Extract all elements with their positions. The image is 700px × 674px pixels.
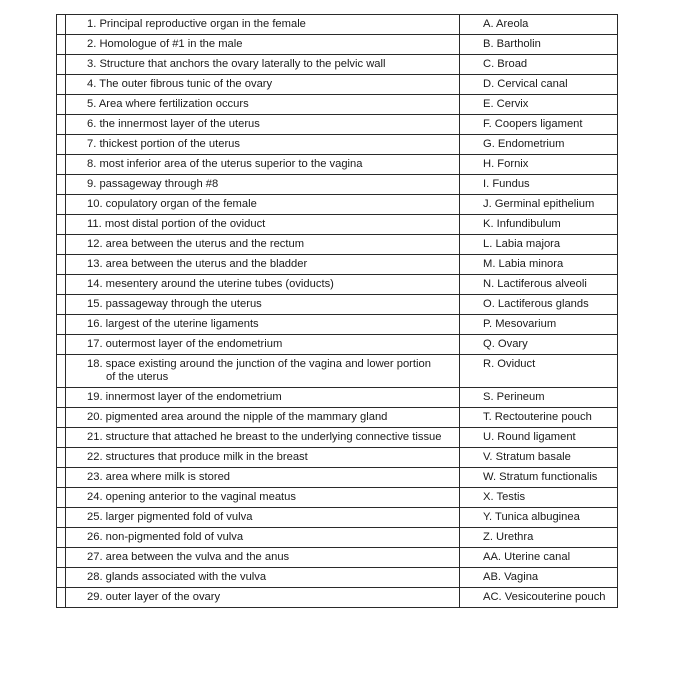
question-text: 13. area between the uterus and the bladder xyxy=(87,258,308,270)
question-text: 16. largest of the uterine ligaments xyxy=(87,318,259,330)
table-row xyxy=(57,175,618,195)
row-gutter xyxy=(57,275,66,295)
answer-text: R. Oviduct xyxy=(483,358,536,370)
table-row xyxy=(57,588,618,608)
question-cell xyxy=(66,388,460,408)
question-text: 6. the innermost layer of the uterus xyxy=(87,118,260,130)
question-text: 27. area between the vulva and the anus xyxy=(87,551,290,563)
question-cell xyxy=(66,155,460,175)
question-cell xyxy=(66,255,460,275)
answer-cell xyxy=(460,75,618,95)
table-row xyxy=(57,528,618,548)
question-cell xyxy=(66,235,460,255)
row-gutter xyxy=(57,335,66,355)
answer-text: AA. Uterine canal xyxy=(483,551,571,563)
question-text: 12. area between the uterus and the rectum xyxy=(87,238,305,250)
answer-cell xyxy=(460,115,618,135)
question-cell xyxy=(66,275,460,295)
answer-cell xyxy=(460,448,618,468)
question-cell xyxy=(66,195,460,215)
row-gutter xyxy=(57,75,66,95)
question-cell xyxy=(66,548,460,568)
table-row xyxy=(57,95,618,115)
question-text: 10. copulatory organ of the female xyxy=(87,198,257,210)
row-gutter xyxy=(57,235,66,255)
question-cell xyxy=(66,295,460,315)
answer-cell xyxy=(460,388,618,408)
table-row xyxy=(57,295,618,315)
answer-cell xyxy=(460,15,618,35)
table-row xyxy=(57,215,618,235)
table-row xyxy=(57,568,618,588)
table-row xyxy=(57,355,618,388)
question-text: 15. passageway through the uterus xyxy=(87,298,262,310)
answer-cell xyxy=(460,255,618,275)
answer-cell xyxy=(460,315,618,335)
table-row xyxy=(57,35,618,55)
question-text: 18. space existing around the junction of the vagina and lower portion xyxy=(87,358,431,370)
table-row xyxy=(57,408,618,428)
answer-text: Z. Urethra xyxy=(483,531,534,543)
table-row xyxy=(57,155,618,175)
answer-cell xyxy=(460,195,618,215)
answer-text: N. Lactiferous alveoli xyxy=(483,278,587,290)
table-row xyxy=(57,315,618,335)
answer-text: U. Round ligament xyxy=(483,431,576,443)
question-text: 17. outermost layer of the endometrium xyxy=(87,338,283,350)
answer-text: F. Coopers ligament xyxy=(483,118,583,130)
question-text: 25. larger pigmented fold of vulva xyxy=(87,511,253,523)
table-row xyxy=(57,275,618,295)
row-gutter xyxy=(57,175,66,195)
row-gutter xyxy=(57,195,66,215)
table-row xyxy=(57,195,618,215)
answer-text: G. Endometrium xyxy=(483,138,565,150)
question-text: 20. pigmented area around the nipple of the mammary gland xyxy=(87,411,388,423)
question-text: 29. outer layer of the ovary xyxy=(87,591,221,603)
question-cell xyxy=(66,408,460,428)
answer-cell xyxy=(460,295,618,315)
table-row xyxy=(57,448,618,468)
row-gutter xyxy=(57,408,66,428)
answer-cell xyxy=(460,155,618,175)
row-gutter xyxy=(57,448,66,468)
answer-text: D. Cervical canal xyxy=(483,78,568,90)
answer-cell xyxy=(460,95,618,115)
answer-text: V. Stratum basale xyxy=(483,451,571,463)
answer-text: I. Fundus xyxy=(483,178,530,190)
question-cell xyxy=(66,335,460,355)
answer-cell xyxy=(460,215,618,235)
answer-text: A. Areola xyxy=(483,18,529,30)
question-text: 21. structure that attached he breast to the underlying connective tissue xyxy=(87,431,442,443)
table-row xyxy=(57,508,618,528)
row-gutter xyxy=(57,295,66,315)
answer-cell xyxy=(460,428,618,448)
matching-worksheet xyxy=(56,14,617,608)
row-gutter xyxy=(57,428,66,448)
question-cell xyxy=(66,55,460,75)
answer-text: L. Labia majora xyxy=(483,238,561,250)
answer-cell xyxy=(460,235,618,255)
answer-cell xyxy=(460,568,618,588)
row-gutter xyxy=(57,468,66,488)
matching-table xyxy=(56,14,618,608)
answer-cell xyxy=(460,528,618,548)
answer-text: Q. Ovary xyxy=(483,338,528,350)
question-cell xyxy=(66,568,460,588)
row-gutter xyxy=(57,35,66,55)
question-cell xyxy=(66,588,460,608)
row-gutter xyxy=(57,55,66,75)
question-text: 4. The outer fibrous tunic of the ovary xyxy=(87,78,273,90)
answer-text: Y. Tunica albuginea xyxy=(483,511,580,523)
table-row xyxy=(57,55,618,75)
table-row xyxy=(57,488,618,508)
row-gutter xyxy=(57,155,66,175)
row-gutter xyxy=(57,15,66,35)
row-gutter xyxy=(57,488,66,508)
answer-text: AB. Vagina xyxy=(483,571,539,583)
answer-cell xyxy=(460,135,618,155)
table-row xyxy=(57,428,618,448)
answer-text: S. Perineum xyxy=(483,391,545,403)
row-gutter xyxy=(57,355,66,388)
answer-text: K. Infundibulum xyxy=(483,218,561,230)
answer-cell xyxy=(460,468,618,488)
row-gutter xyxy=(57,508,66,528)
row-gutter xyxy=(57,528,66,548)
question-cell xyxy=(66,135,460,155)
answer-cell xyxy=(460,588,618,608)
table-row xyxy=(57,548,618,568)
question-text: 11. most distal portion of the oviduct xyxy=(87,218,266,230)
row-gutter xyxy=(57,255,66,275)
answer-text: J. Germinal epithelium xyxy=(483,198,595,210)
answer-text: H. Fornix xyxy=(483,158,529,170)
question-cell xyxy=(66,488,460,508)
question-text: 5. Area where fertilization occurs xyxy=(87,98,249,110)
row-gutter xyxy=(57,568,66,588)
question-text: 7. thickest portion of the uterus xyxy=(87,138,240,150)
matching-table-body xyxy=(57,15,618,608)
question-text: 9. passageway through #8 xyxy=(87,178,219,190)
row-gutter xyxy=(57,315,66,335)
question-cell xyxy=(66,448,460,468)
answer-text: E. Cervix xyxy=(483,98,529,110)
question-cell xyxy=(66,508,460,528)
row-gutter xyxy=(57,115,66,135)
question-text: 24. opening anterior to the vaginal meatus xyxy=(87,491,296,503)
question-cell xyxy=(66,35,460,55)
answer-cell xyxy=(460,488,618,508)
question-text: 28. glands associated with the vulva xyxy=(87,571,267,583)
table-row xyxy=(57,135,618,155)
question-cell xyxy=(66,468,460,488)
table-row xyxy=(57,388,618,408)
answer-text: B. Bartholin xyxy=(483,38,541,50)
row-gutter xyxy=(57,388,66,408)
question-text: 1. Principal reproductive organ in the female xyxy=(87,18,306,30)
answer-cell xyxy=(460,35,618,55)
table-row xyxy=(57,15,618,35)
table-row xyxy=(57,468,618,488)
answer-text: W. Stratum functionalis xyxy=(483,471,598,483)
answer-cell xyxy=(460,408,618,428)
row-gutter xyxy=(57,548,66,568)
question-cell xyxy=(66,75,460,95)
answer-text: X. Testis xyxy=(483,491,526,503)
row-gutter xyxy=(57,95,66,115)
table-row xyxy=(57,335,618,355)
table-row xyxy=(57,75,618,95)
answer-text: O. Lactiferous glands xyxy=(483,298,589,310)
row-gutter xyxy=(57,588,66,608)
row-gutter xyxy=(57,135,66,155)
answer-text: M. Labia minora xyxy=(483,258,564,270)
question-cell xyxy=(66,115,460,135)
answer-cell xyxy=(460,355,618,388)
question-cell xyxy=(66,175,460,195)
question-text: 23. area where milk is stored xyxy=(87,471,231,483)
table-row xyxy=(57,255,618,275)
table-row xyxy=(57,235,618,255)
question-text: 3. Structure that anchors the ovary laterally to the pelvic wall xyxy=(87,58,386,70)
table-row xyxy=(57,115,618,135)
answer-cell xyxy=(460,508,618,528)
question-text: 2. Homologue of #1 in the male xyxy=(87,38,243,50)
question-text: 19. innermost layer of the endometrium xyxy=(87,391,282,403)
answer-text: AC. Vesicouterine pouch xyxy=(483,591,606,603)
answer-text: C. Broad xyxy=(483,58,528,70)
answer-text: P. Mesovarium xyxy=(483,318,557,330)
question-cell xyxy=(66,15,460,35)
answer-text: T. Rectouterine pouch xyxy=(483,411,592,423)
answer-cell xyxy=(460,55,618,75)
answer-cell xyxy=(460,335,618,355)
question-cell xyxy=(66,315,460,335)
answer-cell xyxy=(460,548,618,568)
question-text: 22. structures that produce milk in the breast xyxy=(87,451,308,463)
question-text: 14. mesentery around the uterine tubes (oviducts) xyxy=(87,278,334,290)
answer-cell xyxy=(460,175,618,195)
question-text: 8. most inferior area of the uterus superior to the vagina xyxy=(87,158,363,170)
question-text: 26. non-pigmented fold of vulva xyxy=(87,531,244,543)
question-text-continued: of the uterus xyxy=(106,371,169,383)
answer-cell xyxy=(460,275,618,295)
question-cell xyxy=(66,528,460,548)
row-gutter xyxy=(57,215,66,235)
question-cell xyxy=(66,355,460,388)
question-cell xyxy=(66,215,460,235)
question-cell xyxy=(66,95,460,115)
question-cell xyxy=(66,428,460,448)
